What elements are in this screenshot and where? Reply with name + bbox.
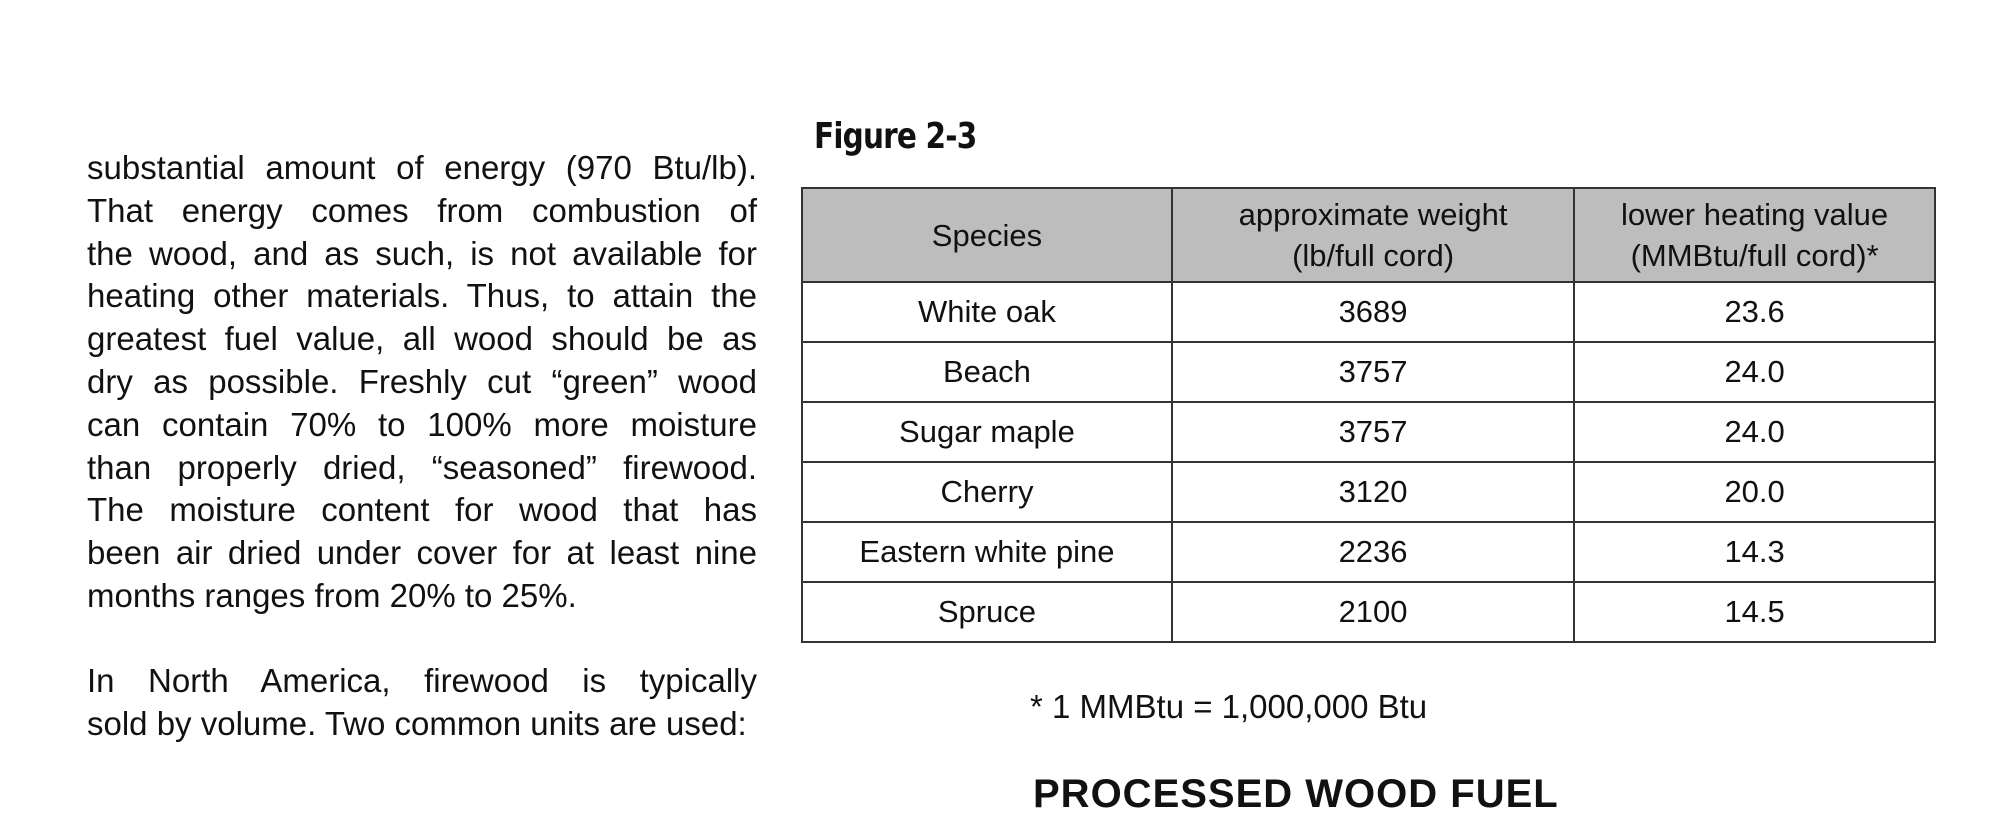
cell-weight: 2100 bbox=[1172, 582, 1574, 642]
table-header-row bbox=[802, 188, 1935, 282]
cell-heating-value: 14.3 bbox=[1574, 522, 1935, 582]
cell-species: Eastern white pine bbox=[802, 522, 1172, 582]
text-line: been air dried under cover for at least nine bbox=[87, 534, 757, 572]
cell-species: Spruce bbox=[802, 582, 1172, 642]
text-line: That energy comes from combustion of bbox=[87, 191, 757, 229]
paragraph-volume bbox=[87, 660, 757, 746]
cell-heating-value: 20.0 bbox=[1574, 462, 1935, 522]
cell-weight: 2236 bbox=[1172, 522, 1574, 582]
text-line: The moisture content for wood that has bbox=[87, 491, 757, 529]
table-row bbox=[802, 522, 1935, 582]
cell-weight: 3689 bbox=[1172, 282, 1574, 342]
text-line: substantial amount of energy (970 Btu/lb). bbox=[87, 149, 757, 186]
paragraph-moisture bbox=[87, 147, 757, 618]
wood-fuel-table bbox=[801, 187, 1936, 643]
table-row bbox=[802, 282, 1935, 342]
cell-heating-value: 23.6 bbox=[1574, 282, 1935, 342]
cell-weight: 3757 bbox=[1172, 342, 1574, 402]
cell-weight: 3120 bbox=[1172, 462, 1574, 522]
text-line: can contain 70% to 100% more moisture bbox=[87, 405, 757, 443]
cell-heating-value: 24.0 bbox=[1574, 402, 1935, 462]
section-heading-processed-wood-fuel: PROCESSED WOOD FUEL bbox=[1033, 772, 1559, 816]
text-line: the wood, and as such, is not available for bbox=[87, 234, 757, 272]
text-line: months ranges from 20% to 25%. bbox=[87, 576, 577, 614]
cell-species: Sugar maple bbox=[802, 402, 1172, 462]
cell-weight: 3757 bbox=[1172, 402, 1574, 462]
text-line: In North America, firewood is typically bbox=[87, 661, 757, 699]
text-line: sold by volume. Two common units are used: bbox=[87, 704, 747, 742]
table-row bbox=[802, 582, 1935, 642]
text-line: dry as possible. Freshly cut “green” wood bbox=[87, 362, 757, 400]
text-line: greatest fuel value, all wood should be as bbox=[87, 320, 757, 358]
table-footnote: * 1 MMBtu = 1,000,000 Btu bbox=[1030, 688, 1428, 725]
cell-heating-value: 24.0 bbox=[1574, 342, 1935, 402]
header-heating-value: lower heating value (MMBtu/full cord)* bbox=[1574, 188, 1935, 282]
table-row bbox=[802, 462, 1935, 522]
cell-species: Beach bbox=[802, 342, 1172, 402]
text-line: heating other materials. Thus, to attain the bbox=[87, 277, 757, 315]
cell-heating-value: 14.5 bbox=[1574, 582, 1935, 642]
header-species: Species bbox=[802, 188, 1172, 282]
body-text-column bbox=[87, 147, 757, 745]
table-row bbox=[802, 402, 1935, 462]
table-row bbox=[802, 342, 1935, 402]
cell-species: Cherry bbox=[802, 462, 1172, 522]
header-weight: approximate weight (lb/full cord) bbox=[1172, 188, 1574, 282]
cell-species: White oak bbox=[802, 282, 1172, 342]
figure-title: Figure 2-3 bbox=[814, 116, 977, 157]
text-line: than properly dried, “seasoned” firewood. bbox=[87, 448, 757, 486]
